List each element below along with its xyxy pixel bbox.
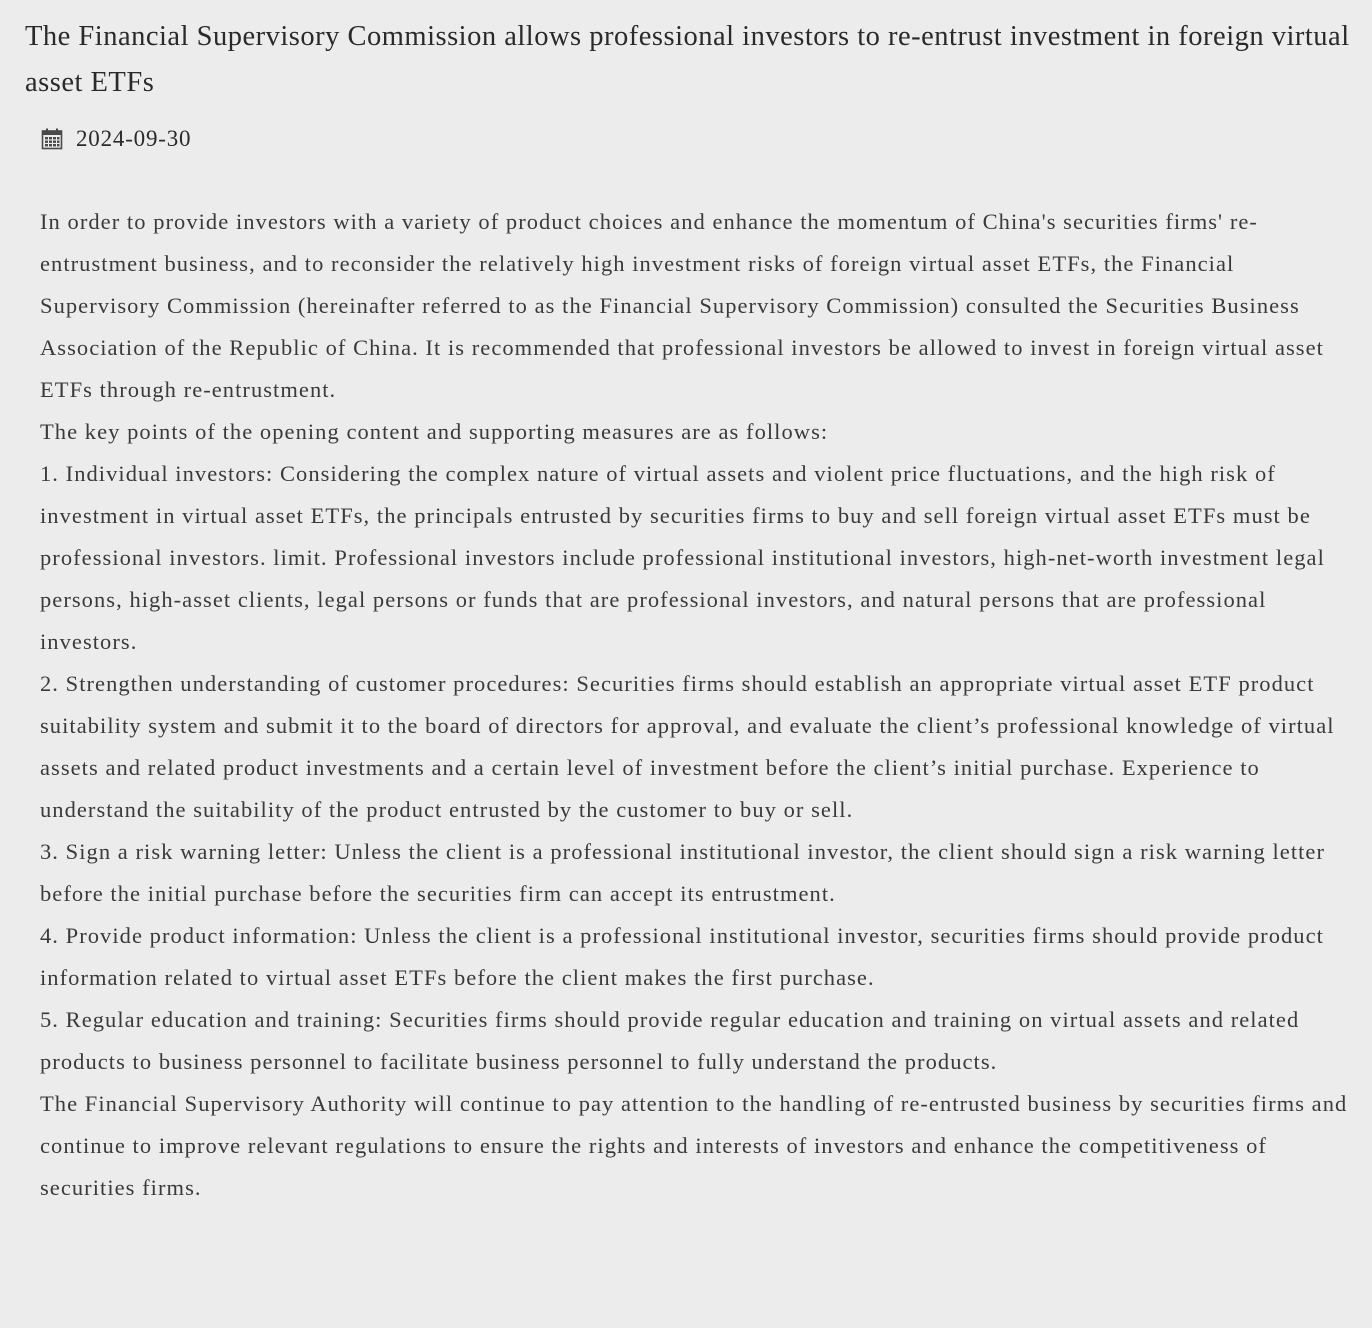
paragraph-closing: The Financial Supervisory Authority will continue to pay attention to the handling of re-entrusted business by securities firms and continue to improve relevant regulations to ensure the rights and interests of investors and enhance the competitiveness of securities firms. xyxy=(40,1091,1348,1200)
article-body xyxy=(40,201,1350,1209)
calendar-icon xyxy=(40,127,64,151)
paragraph-intro: In order to provide investors with a variety of product choices and enhance the momentum of China's securities firms' re-entrustment business, and to reconsider the relatively high investment risks of foreign virtual asset ETFs, the Financial Supervisory Commission (hereinafter referred to as the Financial Supervisory Commission) consulted the Securities Business Association of the Republic of China. It is recommended that professional investors be allowed to invest in foreign virtual asset ETFs through re-entrustment. xyxy=(40,209,1324,402)
paragraph-point-3: 3. Sign a risk warning letter: Unless the client is a professional institutional investor, the client should sign a risk warning letter before the initial purchase before the securities firm can accept its entrustment. xyxy=(40,839,1326,906)
paragraph-point-5: 5. Regular education and training: Securities firms should provide regular education and training on virtual assets and related products to business personnel to facilitate business personnel to fully understand the products. xyxy=(40,1007,1300,1074)
publish-date-row xyxy=(40,124,191,154)
publish-date: 2024-09-30 xyxy=(76,126,192,151)
article-title: The Financial Supervisory Commission allows professional investors to re-entrust investment in foreign virtual asset ETFs xyxy=(25,21,1350,98)
paragraph-point-1: 1. Individual investors: Considering the complex nature of virtual assets and violent price fluctuations, and the high risk of investment in virtual asset ETFs, the principals entrusted by securities firms to buy and sell foreign virtual asset ETFs must be professional investors. limit. Professional investors include professional institutional investors, high-net-worth investment legal persons, high-asset clients, legal persons or funds that are professional investors, and natural persons that are professional investors. xyxy=(40,461,1325,654)
paragraph-key-points: The key points of the opening content and supporting measures are as follows: xyxy=(40,419,829,444)
paragraph-point-2: 2. Strengthen understanding of customer procedures: Securities firms should establish an appropriate virtual asset ETF product suitability system and submit it to the board of directors for approval, and evaluate the client’s professional knowledge of virtual assets and related product investments and a certain level of investment before the client’s initial purchase. Experience to understand the suitability of the product entrusted by the customer to buy or sell. xyxy=(40,671,1335,822)
paragraph-point-4: 4. Provide product information: Unless the client is a professional institutional investor, securities firms should provide product information related to virtual asset ETFs before the client makes the first purchase. xyxy=(40,923,1324,990)
